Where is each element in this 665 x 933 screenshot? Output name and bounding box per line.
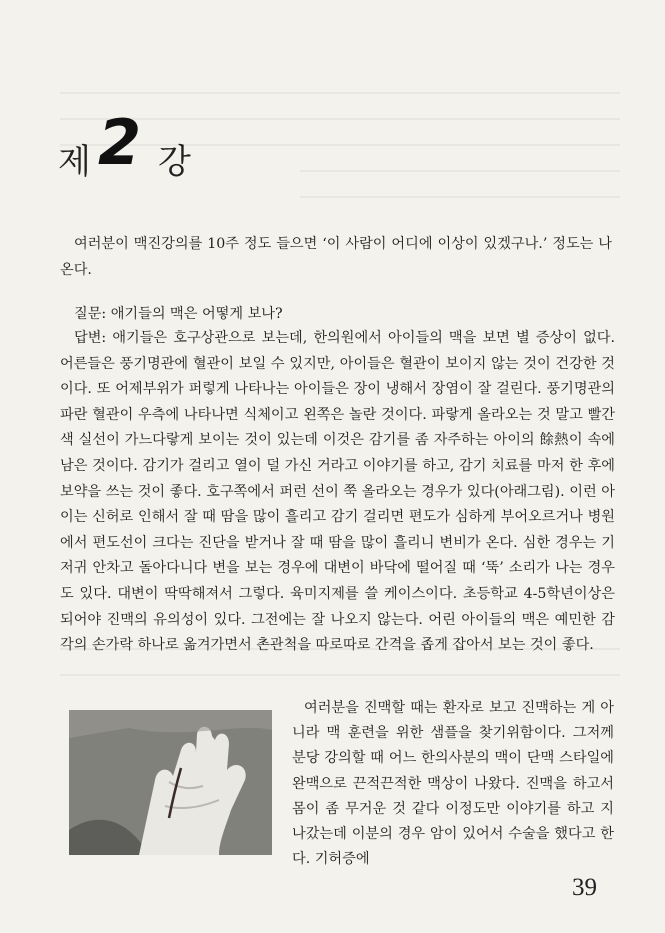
- answer-paragraph: 답변: 애기들은 호구상관으로 보는데, 한의원에서 아이들의 맥을 보면 별 증상이 없다. 어른들은 풍기명관에 혈관이 보일 수 있지만, 아이들은 혈관이 보이지 않는 것이 건강한 것이다. 또 어제부위가 퍼렇게 나타나는 아이들은 장이 냉해서 장염이 잘 걸린다. 풍기명관의 파란 혈관이 우측에 나타나면 식체이고 왼쪽은 놀란 것이다. 파랗게 올라오는 것 말고 빨간색 실선이 가느다랗게 보이는 것이 있는데 이것은 감기를 좀 자주하는 아이의 餘熱이 속에 남은 것이다. 감기가 걸리고 열이 덜 가신 거라고 이야기를 하고, 감기 치료를 마저 한 후에 보약을 쓰는 것이 좋다. 호구쪽에서 퍼런 선이 쭉 올라오는 경우가 있다(아래그림). 이런 아이는 신허로 인해서 잘 때 땀을 많이 흘리고 감기 걸리면 편도가 심하게 부어오르거나 병원에서 편도선이 크다는 진단을 받거나 잘 때 땀을 많이 흘리니 변비가 온다. 심한 경우는 기저귀 안차고 돌아다니다 변을 보는 경우에 대변이 바닥에 떨어질 때 ‘뚝’ 소리가 나는 경우도 있다. 대변이 딱딱해져서 그렇다. 육미지제를 쓸 케이스이다. 초등학교 4-5학년이상은 되어야 진맥의 유의성이 있다. 그전에는 잘 나오지 않는다. 어린 아이들의 맥은 예민한 감각의 손가락 하나로 옮겨가면서 촌관척을 따로따로 간격을 좁게 잡아서 보는 것이 좋다.: [60, 330, 615, 654]
- hand-illustration: [69, 710, 272, 855]
- chapter-suffix: 강: [158, 142, 191, 182]
- bleed-through-line: [60, 674, 620, 676]
- chapter-prefix: 제: [58, 142, 91, 182]
- bleed-through-line: [300, 196, 620, 198]
- hand-photo: [69, 710, 272, 855]
- question-paragraph: 질문: 애기들의 맥은 어떻게 보나?: [74, 306, 283, 322]
- bleed-through-line: [300, 170, 620, 172]
- chapter-number: 2: [98, 106, 142, 179]
- chapter-heading: [58, 106, 258, 182]
- intro-paragraph: 여러분이 맥진강의를 10주 정도 들으면 ‘이 사람이 어디에 이상이 있겠구나.’ 정도는 나온다.: [60, 236, 612, 278]
- page-number: 39: [572, 874, 597, 901]
- bleed-through-line: [60, 92, 620, 94]
- side-paragraph: 여러분을 진맥할 때는 환자로 보고 진맥하는 게 아니라 맥 훈련을 위한 샘플을 찾기위함이다. 그저께 분당 강의할 때 어느 한의사분의 맥이 단맥 스타일에 완맥으로 끈적끈적한 맥상이 나왔다. 진맥을 하고서 몸이 좀 무거운 것 같다 이정도만 이야기를 하고 지나갔는데 이분의 경우 암이 있어서 수술을 했다고 한다. 기허증에: [292, 700, 614, 868]
